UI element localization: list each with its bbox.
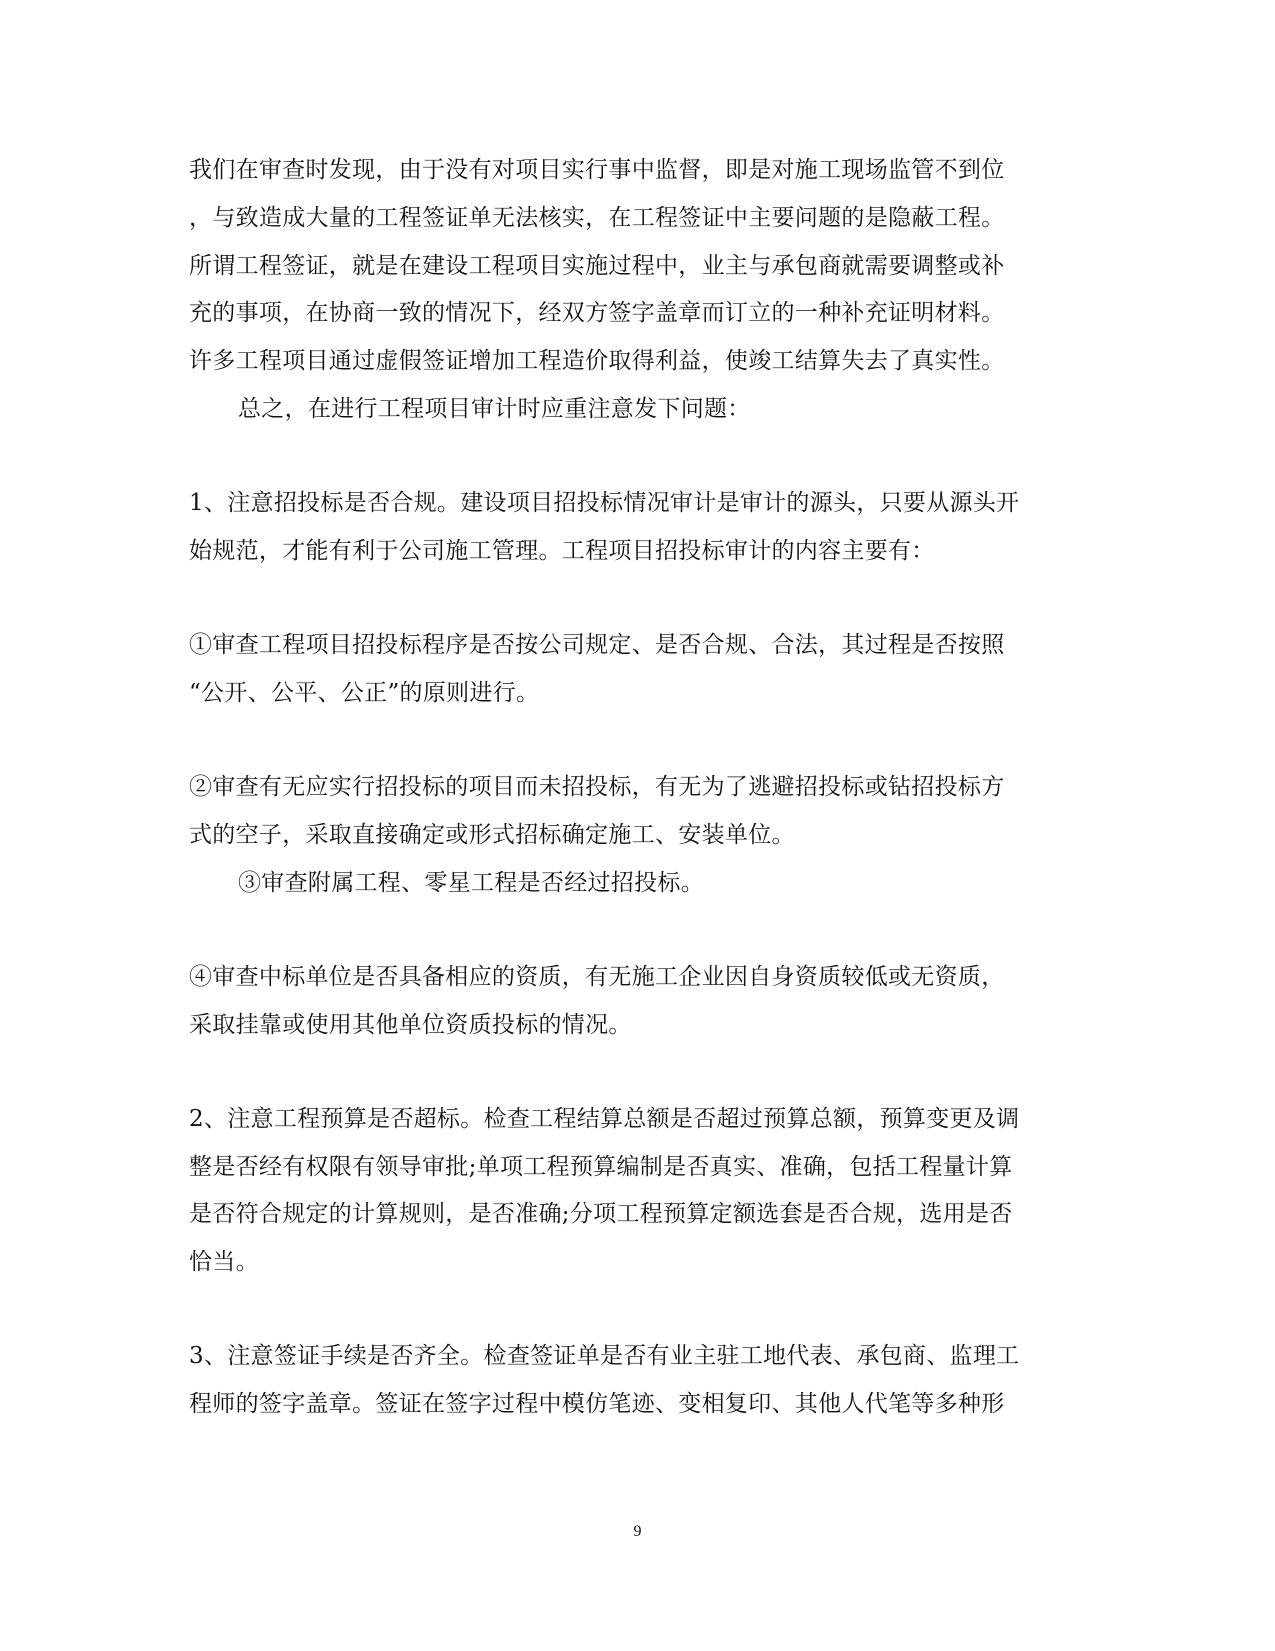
text-line: 我们在审查时发现，由于没有对项目实行事中监督，即是对施工现场监管不到位	[189, 157, 1005, 183]
text-line: 是否符合规定的计算规则，是否准确;分项工程预算定额选套是否合规，选用是否	[189, 1201, 1013, 1227]
text-line: 采取挂靠或使用其他单位资质投标的情况。	[189, 1012, 632, 1038]
text-line: 3、注意签证手续是否齐全。检查签证单是否有业主驻工地代表、承包商、监理工	[189, 1343, 1020, 1369]
text-line: ①审查工程项目招投标程序是否按公司规定、是否合规、合法，其过程是否按照	[189, 632, 1005, 658]
text-line: 始规范，才能有利于公司施工管理。工程项目招投标审计的内容主要有：	[189, 538, 935, 564]
text-line: 整是否经有权限有领导审批;单项工程预算编制是否真实、准确，包括工程量计算	[189, 1154, 1013, 1180]
text-line: ②审查有无应实行招投标的项目而未招投标，有无为了逃避招投标或钻招投标方	[189, 774, 1005, 800]
text-line: 许多工程项目通过虚假签证增加工程造价取得利益，使竣工结算失去了真实性。	[189, 348, 1005, 374]
text-line: 总之，在进行工程项目审计时应重注意发下问题：	[238, 396, 751, 422]
text-line: 所谓工程签证，就是在建设工程项目实施过程中，业主与承包商就需要调整或补	[189, 253, 1005, 279]
text-line: “公开、公平、公正”的原则进行。	[189, 680, 540, 706]
text-line: 2、注意工程预算是否超标。检查工程结算总额是否超过预算总额，预算变更及调	[189, 1106, 1020, 1132]
text-line: 充的事项，在协商一致的情况下，经双方签字盖章而订立的一种补充证明材料。	[189, 300, 1005, 326]
page-number: 9	[633, 1523, 642, 1540]
text-line: ③审查附属工程、零星工程是否经过招投标。	[238, 870, 704, 896]
text-line: ，与致造成大量的工程签证单无法核实，在工程签证中主要问题的是隐蔽工程。	[189, 205, 1005, 231]
text-line: 程师的签字盖章。签证在签字过程中模仿笔迹、变相复印、其他人代笔等多种形	[189, 1391, 1005, 1417]
text-line: ④审查中标单位是否具备相应的资质，有无施工企业因自身资质较低或无资质，	[189, 964, 1005, 990]
text-line: 式的空子，采取直接确定或形式招标确定施工、安装单位。	[189, 822, 795, 848]
text-line: 1、注意招投标是否合规。建设项目招投标情况审计是审计的源头，只要从源头开	[189, 490, 1020, 516]
text-line: 恰当。	[189, 1249, 259, 1275]
